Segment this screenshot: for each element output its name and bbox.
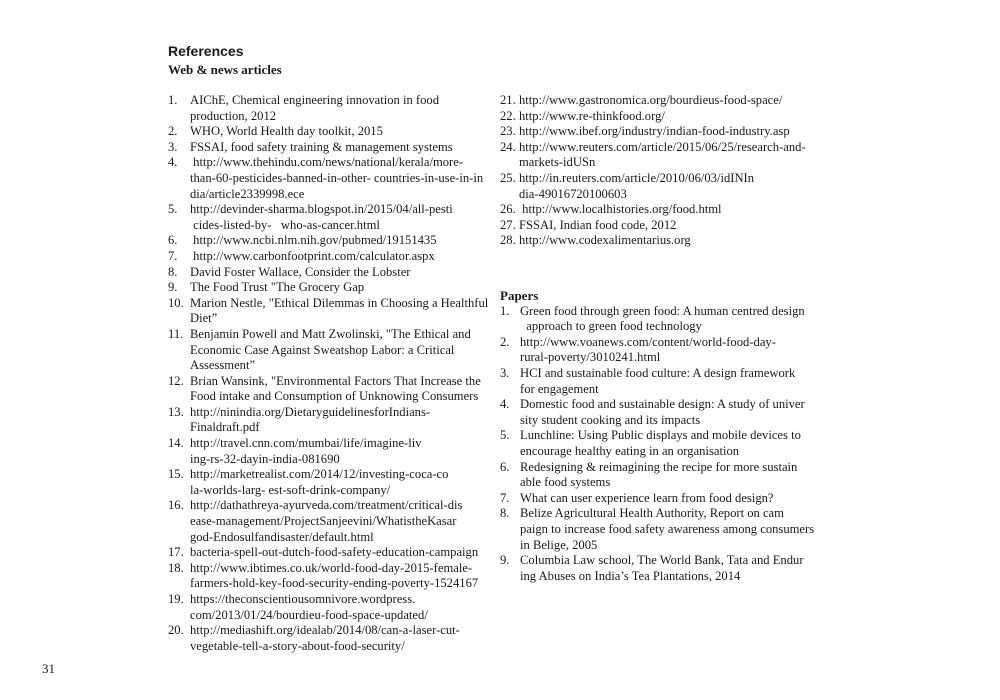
reference-item <box>168 623 488 654</box>
web-articles-list-right <box>500 93 806 249</box>
reference-item <box>500 553 814 584</box>
reference-number: 11. <box>168 326 184 341</box>
reference-number: 5. <box>168 202 178 217</box>
reference-number: 4. <box>168 155 178 170</box>
reference-item <box>168 249 488 265</box>
page-title: References <box>168 43 244 59</box>
reference-number: 7. <box>168 248 178 263</box>
reference-item <box>168 265 488 281</box>
reference-text-line: ing Abuses on India’s Tea Plantations, 2014 <box>520 568 741 583</box>
reference-number: 1. <box>168 93 178 107</box>
reference-number: 27. <box>500 217 516 232</box>
section-heading-web-articles: Web & news articles <box>168 62 282 77</box>
reference-number: 17. <box>168 545 184 560</box>
reference-text-line: Brian Wansink, "Environmental Factors That Increase the <box>190 373 481 388</box>
reference-item <box>500 335 814 366</box>
reference-number: 9. <box>500 553 510 568</box>
reference-item <box>500 397 814 428</box>
reference-number: 19. <box>168 592 184 606</box>
reference-item <box>500 491 814 507</box>
reference-item <box>500 93 806 109</box>
reference-item <box>168 124 488 140</box>
reference-text-line: Economic Case Against Sweatshop Labor: a Critical <box>190 342 455 357</box>
reference-text-line: FSSAI, Indian food code, 2012 <box>519 217 677 232</box>
reference-text-line: cides-listed-by- who-as-cancer.html <box>190 217 380 232</box>
reference-text-line: than-60-pesticides-banned-in-other- countries-in-use-in-in <box>190 170 484 185</box>
reference-item <box>168 467 488 498</box>
reference-number: 16. <box>168 498 184 513</box>
reference-item <box>168 374 488 405</box>
reference-item <box>168 202 488 233</box>
reference-text-line: for engagement <box>520 381 599 396</box>
reference-item <box>500 109 806 125</box>
reference-item <box>168 592 488 623</box>
reference-text-line: WHO, World Health day toolkit, 2015 <box>190 124 383 139</box>
reference-item <box>500 233 806 249</box>
reference-text-line: farmers-hold-key-food-security-ending-poverty-1524167 <box>190 576 479 591</box>
reference-text-line: rural-poverty/3010241.html <box>520 350 661 365</box>
reference-item <box>168 545 488 561</box>
reference-number: 15. <box>168 467 184 482</box>
reference-text-line: Marion Nestle, "Ethical Dilemmas in Choosing a Healthful <box>190 295 489 310</box>
reference-number: 9. <box>168 280 178 295</box>
reference-number: 2. <box>500 334 510 349</box>
reference-item <box>168 498 488 545</box>
reference-item <box>168 140 488 156</box>
reference-text-line: Green food through green food: A human centred design <box>520 303 805 318</box>
reference-text-line: HCI and sustainable food culture: A design framework <box>520 365 796 380</box>
reference-text-line: approach to green food technology <box>520 319 702 334</box>
reference-item <box>168 561 488 592</box>
reference-number: 3. <box>500 365 510 380</box>
reference-item <box>500 460 814 491</box>
reference-text-line: http://www.localhistories.org/food.html <box>519 202 722 217</box>
reference-text-line: http://www.ibef.org/industry/indian-food-industry.asp <box>519 124 790 139</box>
reference-number: 4. <box>500 397 510 412</box>
reference-item <box>168 327 488 374</box>
reference-number: 20. <box>168 623 184 638</box>
reference-item <box>168 93 488 124</box>
reference-text-line: http://www.voanews.com/content/world-food-day- <box>520 334 776 349</box>
reference-number: 18. <box>168 560 184 575</box>
reference-text-line: http://www.re-thinkfood.org/ <box>519 108 665 123</box>
reference-text-line: http://www.codexalimentarius.org <box>519 233 691 248</box>
reference-text-line: la-worlds-larg- est-soft-drink-company/ <box>190 482 391 497</box>
reference-text-line: http://dathathreya-ayurveda.com/treatment/critical-dis <box>190 498 463 513</box>
reference-text-line: AIChE, Chemical engineering innovation in food <box>190 93 440 107</box>
reference-number: 22. <box>500 108 516 123</box>
reference-text-line: http://in.reuters.com/article/2010/06/03/idINIn <box>519 170 755 185</box>
reference-item <box>500 218 806 234</box>
reference-text-line: http://www.reuters.com/article/2015/06/25/research-and- <box>519 139 806 154</box>
reference-number: 3. <box>168 139 178 154</box>
reference-number: 13. <box>168 404 184 419</box>
reference-text-line: paign to increase food safety awareness among consumers <box>520 521 815 536</box>
reference-text-line: bacteria-spell-out-dutch-food-safety-education-campaign <box>190 545 479 560</box>
reference-text-line: com/2013/01/24/bourdieu-food-space-updated/ <box>190 607 428 622</box>
reference-text-line: The Food Trust "The Grocery Gap <box>190 280 365 295</box>
reference-item <box>168 155 488 202</box>
reference-number: 10. <box>168 295 184 310</box>
reference-text-line: sity student cooking and its impacts <box>520 412 701 427</box>
reference-text-line: http://www.gastronomica.org/bourdieus-food-space/ <box>519 93 783 107</box>
reference-text-line: http://mediashift.org/idealab/2014/08/can-a-laser-cut- <box>190 623 460 638</box>
reference-item <box>500 171 806 202</box>
reference-text-line: Domestic food and sustainable design: A study of univer <box>520 397 805 412</box>
reference-text-line: able food systems <box>520 475 611 490</box>
reference-text-line: Benjamin Powell and Matt Zwolinski, "The Ethical and <box>190 326 471 341</box>
reference-text-line: markets-idUSn <box>519 155 596 170</box>
reference-item <box>500 140 806 171</box>
reference-number: 7. <box>500 490 510 505</box>
reference-text-line: ease-management/ProjectSanjeevini/WhatistheKasar <box>190 514 457 529</box>
reference-text-line: Lunchline: Using Public displays and mobile devices to <box>520 428 801 443</box>
reference-number: 21. <box>500 93 516 107</box>
reference-text-line: Diet” <box>190 311 218 326</box>
reference-number: 8. <box>500 506 510 521</box>
reference-text-line: Belize Agricultural Health Authority, Report on cam <box>520 506 784 521</box>
reference-text-line: David Foster Wallace, Consider the Lobster <box>190 264 411 279</box>
reference-text-line: What can user experience learn from food design? <box>520 490 774 505</box>
reference-text-line: http://www.ibtimes.co.uk/world-food-day-2015-female- <box>190 560 473 575</box>
reference-number: 25. <box>500 170 516 185</box>
reference-text-line: Finaldraft.pdf <box>190 420 260 435</box>
reference-text-line: Columbia Law school, The World Bank, Tata and Endur <box>520 553 804 568</box>
reference-number: 28. <box>500 233 516 248</box>
reference-number: 5. <box>500 428 510 443</box>
reference-item <box>168 405 488 436</box>
reference-item <box>500 202 806 218</box>
reference-text-line: http://www.carbonfootprint.com/calculator.aspx <box>190 248 435 263</box>
reference-text-line: in Belige, 2005 <box>520 537 598 552</box>
reference-number: 12. <box>168 373 184 388</box>
reference-number: 24. <box>500 139 516 154</box>
reference-text-line: dia/article2339998.ece <box>190 186 305 201</box>
reference-item <box>500 124 806 140</box>
reference-item <box>500 304 814 335</box>
reference-text-line: http://www.thehindu.com/news/national/kerala/more- <box>190 155 464 170</box>
reference-text-line: http://devinder-sharma.blogspot.in/2015/04/all-pesti <box>190 202 453 217</box>
reference-item <box>168 436 488 467</box>
reference-text-line: Food intake and Consumption of Unknowing Consumers <box>190 389 479 404</box>
reference-text-line: https://theconscientiousomnivore.wordpress. <box>190 592 416 606</box>
reference-number: 6. <box>500 459 510 474</box>
reference-number: 26. <box>500 202 516 217</box>
reference-text-line: vegetable-tell-a-story-about-food-security/ <box>190 638 405 653</box>
reference-text-line: Assessment” <box>190 358 256 373</box>
reference-number: 14. <box>168 436 184 451</box>
reference-text-line: http://www.ncbi.nlm.nih.gov/pubmed/19151435 <box>190 233 437 248</box>
reference-item <box>500 428 814 459</box>
reference-number: 23. <box>500 124 516 139</box>
reference-text-line: ing-rs-32-dayin-india-081690 <box>190 451 340 466</box>
page-number: 31 <box>42 661 55 676</box>
reference-number: 2. <box>168 124 178 139</box>
reference-text-line: dia-49016720100603 <box>519 186 627 201</box>
reference-item <box>500 366 814 397</box>
reference-text-line: production, 2012 <box>190 108 277 123</box>
reference-text-line: Redesigning & reimagining the recipe for more sustain <box>520 459 798 474</box>
reference-text-line: FSSAI, food safety training & management systems <box>190 139 453 154</box>
reference-item <box>168 233 488 249</box>
section-heading-papers: Papers <box>500 288 539 303</box>
reference-item <box>168 296 488 327</box>
reference-text-line: http://ninindia.org/DietaryguidelinesforIndians- <box>190 404 431 419</box>
reference-item <box>500 506 814 553</box>
reference-number: 6. <box>168 233 178 248</box>
reference-number: 8. <box>168 264 178 279</box>
reference-item <box>168 280 488 296</box>
reference-text-line: http://marketrealist.com/2014/12/investing-coca-co <box>190 467 449 482</box>
reference-text-line: http://travel.cnn.com/mumbai/life/imagine-liv <box>190 436 422 451</box>
reference-number: 1. <box>500 303 510 318</box>
reference-text-line: encourage healthy eating in an organisation <box>520 443 740 458</box>
web-articles-list-left <box>168 93 488 654</box>
papers-section <box>500 288 814 584</box>
reference-text-line: god-Endosulfandisaster/default.html <box>190 529 374 544</box>
